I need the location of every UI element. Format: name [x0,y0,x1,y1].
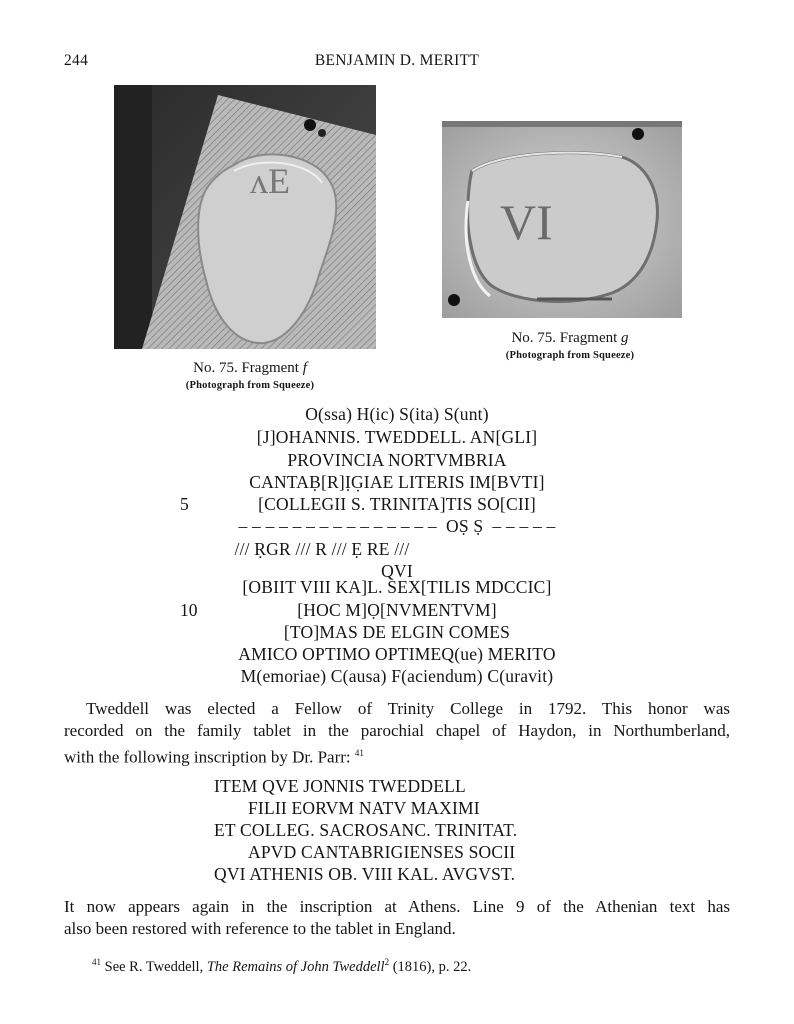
photo-fragment-g [442,121,682,318]
tablet-line: ITEM QVE JONNIS TWEDDELL [214,776,466,796]
footnote-ref: 41 [354,748,364,758]
footnote [92,957,471,976]
caption-g-letter: g [621,330,629,346]
footnote-edition: 2 [384,957,390,967]
paragraph-2 [64,896,730,940]
prose-line-text: with the following inscription by Dr. Parr: [64,747,351,767]
footnote-suffix: (1816), p. 22. [389,958,472,975]
prose-line: recorded on the family tablet in the parochial chapel of Haydon, in Northumberland, [64,721,730,740]
inscription-line: – – – – – – – – – – – – – – – OṢ Ṣ – – – – – [238,516,556,536]
caption-f-subtitle: (Photograph from Squeeze) [185,380,315,391]
inscription-line: M(emoriae) C(ausa) F(aciendum) C(uravit) [240,666,554,686]
tablet-line: QVI ATHENIS OB. VIII KAL. AVGVST. [214,864,516,884]
inscription-line: AMICO OPTIMO OPTIMEQ(ue) MERITO [238,644,556,664]
fragment-f-letters: ᴧE [250,161,290,201]
footnote-number: 41 [92,957,101,967]
inscription-line: [COLLEGII S. TRINITA]TIS SO[CII] [258,494,536,514]
tablet-line: APVD CANTABRIGIENSES SOCII [248,842,516,862]
photo-fragment-f [114,85,376,349]
inscription-line: [J]OHANNIS. TWEDDELL. AN[GLI] [256,427,538,447]
fragment-g-letters: VI [500,194,553,250]
footnote-title: The Remains of John Tweddell [206,958,385,975]
footnote-prefix: See R. Tweddell, [101,958,207,975]
caption-f-prefix: No. 75. Fragment [193,360,303,376]
tablet-line: ET COLLEG. SACROSANC. TRINITAT. [214,820,518,840]
caption-fragment-f [150,360,350,391]
prose-line: It now appears again in the inscription at Athens. Line 9 of the Athenian text has [64,897,730,916]
prose-line [64,742,730,769]
inscription-line: [HOC M]Ọ[NVMENTVM] [297,600,497,620]
inscription-line: PROVINCIA NORTVMBRIA [287,450,507,470]
caption-fragment-g [475,330,665,361]
inscription-line: /// ṚGR /// R /// Ẹ RE /// [234,539,410,559]
prose-line: also been restored with reference to the tablet in England. [64,919,456,938]
squeeze-image-g [442,121,682,318]
page-number: 244 [64,52,89,69]
inscription-line: QVI [381,561,413,581]
inscription-line: CANTAḄ[R]ỊG̣IAE LITERIS IM[BVTI] [249,472,545,492]
running-head: BENJAMIN D. MERITT [314,52,480,69]
line-number: 5 [180,494,189,514]
caption-g-prefix: No. 75. Fragment [511,330,622,346]
prose-line: Tweddell was elected a Fellow of Trinity College in 1792. This honor was [86,699,730,718]
caption-g-subtitle: (Photograph from Squeeze) [505,350,635,361]
tablet-line: FILII EORVM NATV MAXIMI [248,798,480,818]
inscription-line: [TO]MAS DE ELGIN COMES [283,622,511,642]
squeeze-image-f [114,85,376,349]
caption-f-letter: f [302,360,307,376]
inscription-line: O(ssa) H(ic) S(ita) S(unt) [305,404,489,424]
line-number: 10 [180,600,198,620]
paragraph-1 [64,698,730,769]
inscription-line: [OBIIT VIII KA]L. SEX[TILIS MDCCIC] [242,577,552,597]
